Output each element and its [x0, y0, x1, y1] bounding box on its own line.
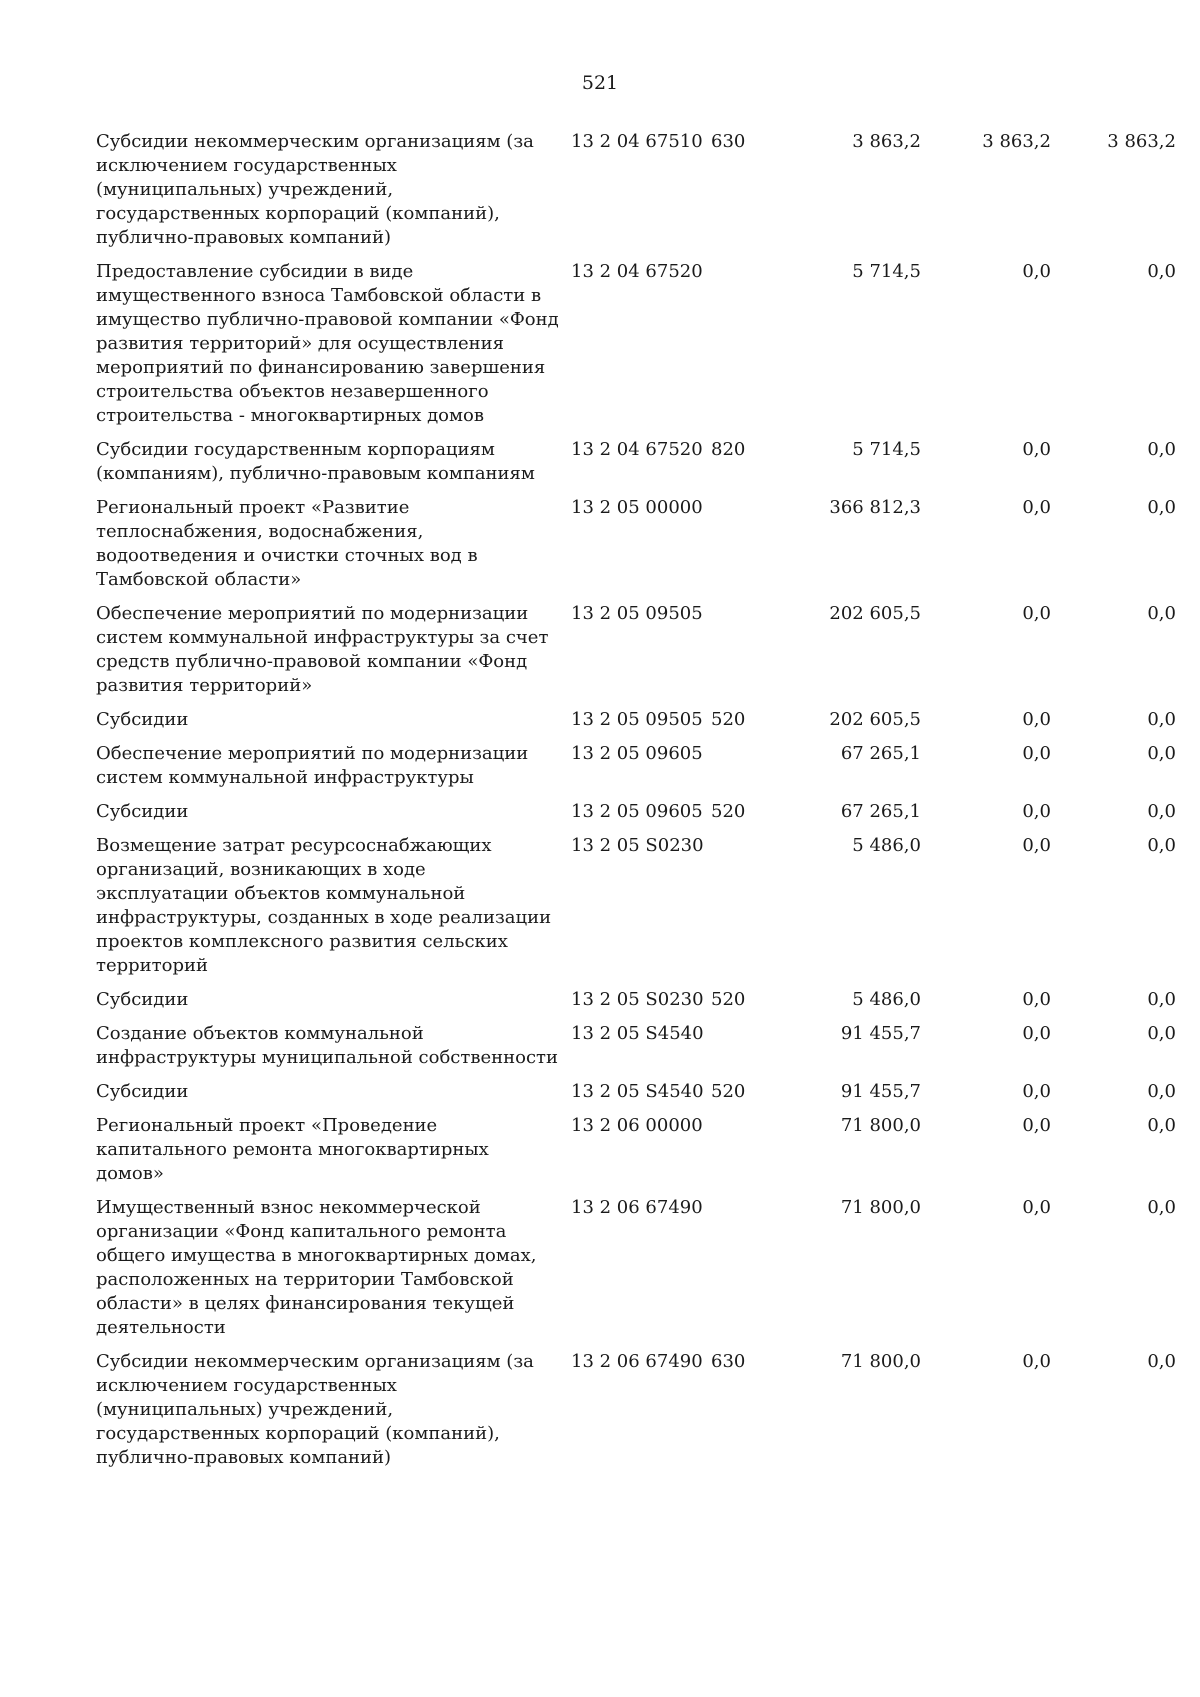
- row-value-1: 5 486,0: [852, 989, 921, 1010]
- table-body: [96, 130, 1176, 1480]
- row-expense-type: [711, 1196, 766, 1350]
- page-number: 521: [581, 72, 619, 94]
- row-value-2: 0,0: [1022, 835, 1051, 856]
- row-code: 13 2 05 09505: [571, 709, 703, 730]
- table-row: [96, 800, 1176, 834]
- table-row: [96, 742, 1176, 800]
- row-value-1: 202 605,5: [829, 709, 921, 730]
- row-name: Субсидии некоммерческим организациям (за исключением государственных (муниципальных) учреждений, государственных корпораций (компаний), публично-правовых компаний): [96, 131, 534, 248]
- table-row: [96, 1114, 1176, 1196]
- row-name: Возмещение затрат ресурсоснабжающих организаций, возникающих в ходе эксплуатации объектов коммунальной инфраструктуры, созданных в ходе реализации проектов комплексного развития сельских территорий: [96, 835, 552, 976]
- table-row: [96, 1350, 1176, 1480]
- row-value-2: 0,0: [1022, 261, 1051, 282]
- row-name: Создание объектов коммунальной инфраструктуры муниципальной собственности: [96, 1023, 558, 1068]
- table-row: [96, 708, 1176, 742]
- budget-table: [96, 130, 1176, 1480]
- row-code: 13 2 06 67490: [571, 1351, 703, 1372]
- row-value-1: 71 800,0: [840, 1115, 921, 1136]
- row-value-3: 0,0: [1147, 1081, 1176, 1102]
- table-row: [96, 988, 1176, 1022]
- row-code: 13 2 05 09505: [571, 603, 703, 624]
- row-expense-type: [711, 1022, 766, 1080]
- row-value-1: 5 486,0: [852, 835, 921, 856]
- row-name: Субсидии: [96, 709, 189, 730]
- row-value-3: 0,0: [1147, 261, 1176, 282]
- row-value-2: 0,0: [1022, 1351, 1051, 1372]
- table-row: [96, 496, 1176, 602]
- row-value-2: 0,0: [1022, 709, 1051, 730]
- row-value-1: 67 265,1: [840, 743, 921, 764]
- table-row: [96, 438, 1176, 496]
- row-value-3: 0,0: [1147, 1115, 1176, 1136]
- row-name: Имущественный взнос некоммерческой организации «Фонд капитального ремонта общего имущества в многоквартирных домах, расположенных на территории Тамбовской области» в целях финансирования текущей деятельности: [96, 1197, 537, 1338]
- row-value-2: 0,0: [1022, 439, 1051, 460]
- row-value-1: 91 455,7: [840, 1023, 921, 1044]
- row-value-2: 0,0: [1022, 743, 1051, 764]
- row-value-3: 0,0: [1147, 1197, 1176, 1218]
- row-value-3: 0,0: [1147, 835, 1176, 856]
- row-value-1: 91 455,7: [840, 1081, 921, 1102]
- row-name: Субсидии: [96, 989, 189, 1010]
- row-value-3: 0,0: [1147, 439, 1176, 460]
- row-value-2: 0,0: [1022, 1115, 1051, 1136]
- row-value-3: 0,0: [1147, 1351, 1176, 1372]
- row-code: 13 2 06 00000: [571, 1115, 703, 1136]
- row-expense-type: 630: [711, 1351, 746, 1372]
- row-expense-type: 520: [711, 709, 746, 730]
- row-name: Субсидии некоммерческим организациям (за исключением государственных (муниципальных) учреждений, государственных корпораций (компаний), публично-правовых компаний): [96, 1351, 534, 1468]
- row-value-1: 3 863,2: [852, 131, 921, 152]
- row-value-3: 3 863,2: [1107, 131, 1176, 152]
- row-value-2: 0,0: [1022, 989, 1051, 1010]
- row-expense-type: 820: [711, 439, 746, 460]
- row-name: Субсидии государственным корпорациям (компаниям), публично-правовым компаниям: [96, 439, 535, 484]
- row-name: Обеспечение мероприятий по модернизации систем коммунальной инфраструктуры за счет средств публично-правовой компании «Фонд развития территорий»: [96, 603, 549, 696]
- row-expense-type: [711, 742, 766, 800]
- row-code: 13 2 05 S0230: [571, 989, 704, 1010]
- table-row: [96, 260, 1176, 438]
- row-name: Предоставление субсидии в виде имущественного взноса Тамбовской области в имущество публично-правовой компании «Фонд развития территорий» для осуществления мероприятий по финансированию завершения строительства объектов незавершенного строительства - многоквартирных домов: [96, 261, 559, 426]
- row-name: Субсидии: [96, 1081, 189, 1102]
- row-name: Региональный проект «Развитие теплоснабжения, водоснабжения, водоотведения и очистки сточных вод в Тамбовской области»: [96, 497, 478, 590]
- row-code: 13 2 04 67510: [571, 131, 703, 152]
- table-row: [96, 130, 1176, 260]
- row-expense-type: 520: [711, 989, 746, 1010]
- row-value-3: 0,0: [1147, 497, 1176, 518]
- row-value-2: 3 863,2: [982, 131, 1051, 152]
- row-expense-type: 520: [711, 1081, 746, 1102]
- row-expense-type: [711, 260, 766, 438]
- table-row: [96, 1196, 1176, 1350]
- row-code: 13 2 04 67520: [571, 261, 703, 282]
- row-value-2: 0,0: [1022, 603, 1051, 624]
- row-value-3: 0,0: [1147, 989, 1176, 1010]
- row-code: 13 2 05 09605: [571, 801, 703, 822]
- row-value-2: 0,0: [1022, 1197, 1051, 1218]
- row-value-2: 0,0: [1022, 1023, 1051, 1044]
- row-value-1: 366 812,3: [829, 497, 921, 518]
- row-value-1: 5 714,5: [852, 261, 921, 282]
- row-code: 13 2 05 09605: [571, 743, 703, 764]
- row-expense-type: [711, 1114, 766, 1196]
- row-value-2: 0,0: [1022, 497, 1051, 518]
- row-name: Обеспечение мероприятий по модернизации систем коммунальной инфраструктуры: [96, 743, 529, 788]
- row-value-3: 0,0: [1147, 1023, 1176, 1044]
- row-code: 13 2 05 00000: [571, 497, 703, 518]
- row-name: Региональный проект «Проведение капитального ремонта многоквартирных домов»: [96, 1115, 489, 1184]
- row-value-1: 5 714,5: [852, 439, 921, 460]
- row-value-1: 71 800,0: [840, 1197, 921, 1218]
- row-expense-type: 630: [711, 131, 746, 152]
- row-code: 13 2 05 S4540: [571, 1023, 704, 1044]
- row-code: 13 2 06 67490: [571, 1197, 703, 1218]
- row-code: 13 2 04 67520: [571, 439, 703, 460]
- table-row: [96, 602, 1176, 708]
- table-row: [96, 1022, 1176, 1080]
- row-value-3: 0,0: [1147, 743, 1176, 764]
- row-value-1: 202 605,5: [829, 603, 921, 624]
- row-code: 13 2 05 S0230: [571, 835, 704, 856]
- row-value-2: 0,0: [1022, 1081, 1051, 1102]
- row-value-3: 0,0: [1147, 603, 1176, 624]
- row-expense-type: 520: [711, 801, 746, 822]
- row-expense-type: [711, 496, 766, 602]
- row-code: 13 2 05 S4540: [571, 1081, 704, 1102]
- table-row: [96, 1080, 1176, 1114]
- table-row: [96, 834, 1176, 988]
- row-value-1: 71 800,0: [840, 1351, 921, 1372]
- row-value-3: 0,0: [1147, 801, 1176, 822]
- row-value-2: 0,0: [1022, 801, 1051, 822]
- row-expense-type: [711, 834, 766, 988]
- row-expense-type: [711, 602, 766, 708]
- row-name: Субсидии: [96, 801, 189, 822]
- row-value-1: 67 265,1: [840, 801, 921, 822]
- row-value-3: 0,0: [1147, 709, 1176, 730]
